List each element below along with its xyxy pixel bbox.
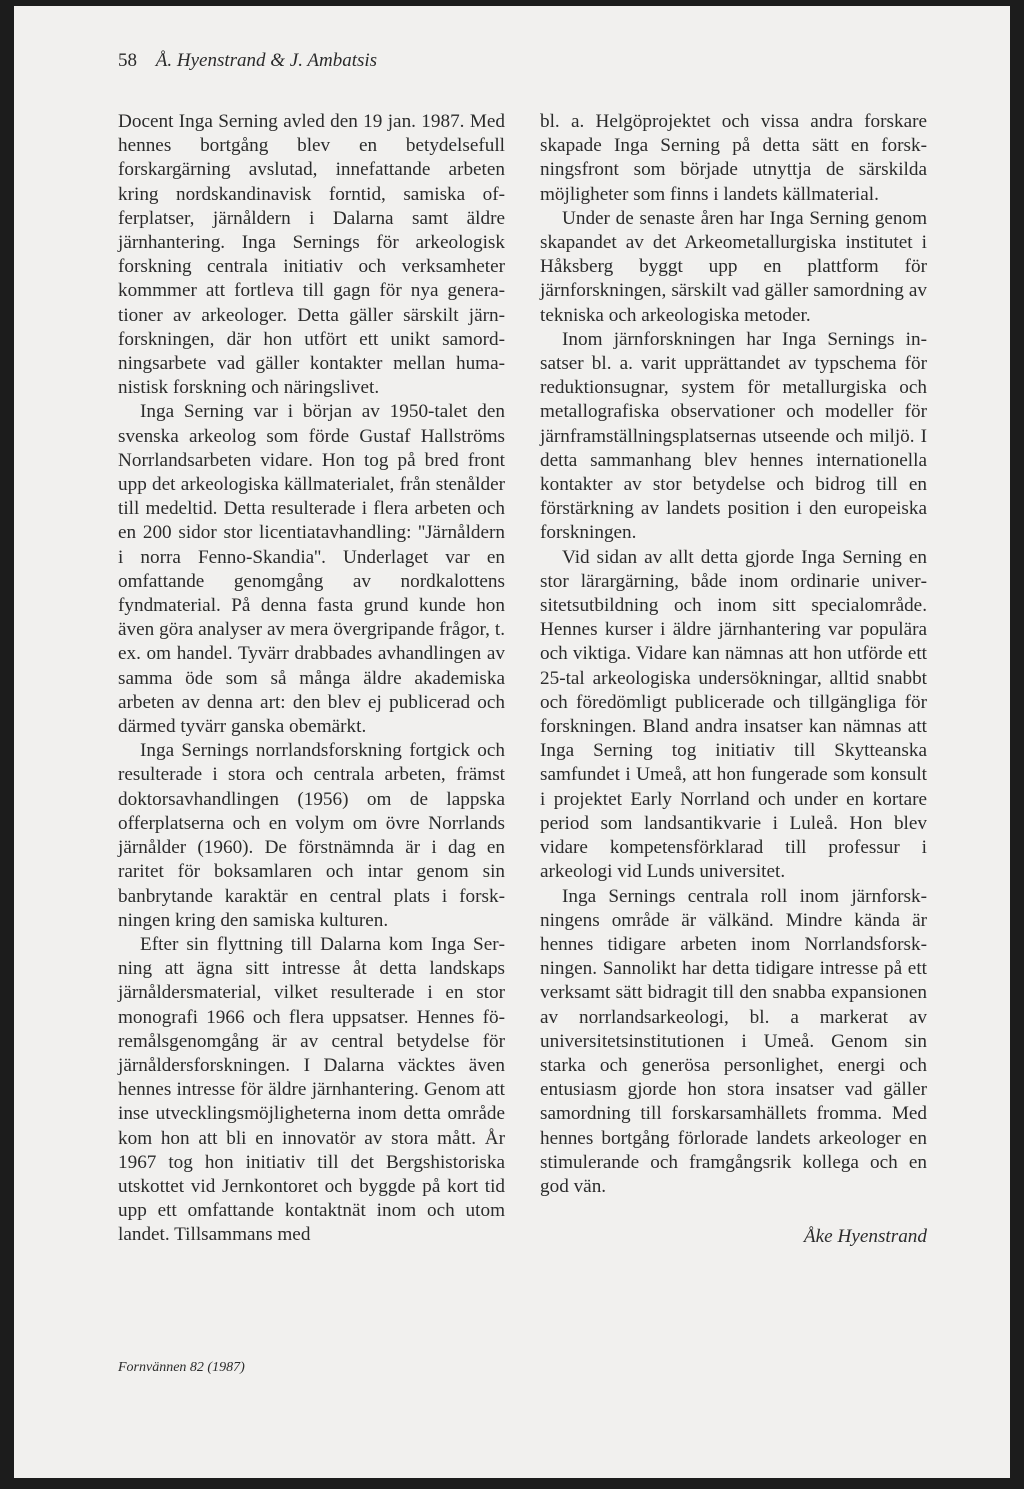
page bbox=[14, 6, 1010, 1478]
running-head-authors: Å. Hyenstrand & J. Ambatsis bbox=[155, 50, 378, 71]
paragraph: Vid sidan av allt detta gjorde Inga Serning en stor lärargärning, både inom ordinarie universitetsutbildning och inom sitt specialområde. Hennes kurser i äldre järnhantering var populära och viktiga. Vidare kan nämnas att hon utförde ett 25-tal arkeologiska undersökningar, alltid snabbt och föredömligt publicerade och tillgängliga för forskningen. Bland andra insatser kan nämnas att Inga Serning tog initiativ till Skytteanska samfundet i Umeå, att hon fungerade som konsult i projektet Early Norrland och under en kortare period som landsantikvarie i Luleå. Hon blev vidare kompetensförklarad till professur i arkeologi vid Lunds universitet. bbox=[540, 546, 927, 883]
page-number: 58 bbox=[118, 50, 137, 71]
footer-citation: Fornvännen 82 (1987) bbox=[118, 1360, 245, 1375]
paragraph: Inga Sernings centrala roll inom järnforskningens område är välkänd. Mindre kända är hennes tidigare arbeten inom Norrlandsforskningen. Sannolikt har detta tidigare intresse på ett verksamt sätt bidragit till den snabba expansionen av norrlandsarkeologi, bl. a markerat av universitetsinstitutionen i Umeå. Genom sin starka och generösa personlighet, energi och entusiasm gjorde hon stora insatser vad gäller samordning till forskarsamhällets fromma. Med hennes bortgång förlorade landets arkeologer en stimulerande och framgångsrik kollega och en god vän. bbox=[540, 885, 927, 1197]
paragraph: Inga Sernings norrlandsforskning fortgick och resulterade i stora och centrala arbeten, främst doktorsavhandlingen (1956) om de lappska offerplatserna och en volym om övre Norrlands järnålder (1960). De förstnämnda är i dag en raritet för boksamlaren och intar genom sin banbrytande karaktär en central plats i forskningen kring den samiska kulturen. bbox=[118, 740, 505, 931]
paragraph: Inom järnforskningen har Inga Sernings insatser bl. a. varit upprättandet av typschema för reduktionsugnar, system för metallurgiska och metallografiska observationer och modeller för järnframställningsplatsernas utseende och miljö. I detta sammanhang blev hennes internationella kontakter av stor betydelse och bidrog till en förstärkning av landets position i den europeiska forskningen. bbox=[540, 328, 927, 544]
paragraph: Docent Inga Serning avled den 19 jan. 1987. Med hennes bortgång blev en betydelsefull forskargärning avslutad, innefattande arbeten kring nordskandinavisk forntid, samiska offerplatser, järnåldern i Dalarna samt äldre järnhantering. Inga Sernings för arkeologisk forskning centrala initiativ och verksamheter kommmer att fortleva till gagn för nya generationer av arkeologer. Detta gäller särskilt järnforskningen, där hon utfört ett unikt samordningsarbete vad gäller kontakter mellan humanistisk forskning och näringslivet. bbox=[118, 111, 505, 399]
paragraph: Inga Serning var i början av 1950-talet den svenska arkeolog som förde Gustaf Hallströms Norrlandsarbeten vidare. Hon tog på bred front upp det arkeologiska källmaterialet, från stenålder till medeltid. Detta resulterade i flera arbeten och en 200 sidor stor licentiatavhandling: ''Järnåldern i norra Fenno-Skandia''. Underlaget var en omfattande genomgång av nordkalottens fyndmaterial. På denna fasta grund kunde hon även göra analyser av mera övergripande frågor, t. ex. om handel. Tyvärr drabbades avhandlingen av samma öde som så många äldre akademiska arbeten av denna art: den blev ej publicerad och därmed tyvärr ganska obemärkt. bbox=[118, 401, 505, 738]
paragraph: Efter sin flyttning till Dalarna kom Inga Serning att ägna sitt intresse åt detta landskaps järnåldersmaterial, vilket resulterade i en stor monografi 1966 och flera uppsatser. Hennes föremålsgenomgång är av central betydelse för järnåldersforskningen. I Dalarna väcktes även hennes intresse för äldre järnhantering. Genom att inse utvecklingsmöjligheterna inom detta område kom hon att bli en innovatör av stora mått. År 1967 tog hon initiativ till det Bergshistoriska utskottet vid Jernkontoret och byggde på kort tid upp ett omfattande kontaktnät inom och utom landet. Tillsammans med bbox=[118, 933, 505, 1246]
running-head bbox=[118, 50, 377, 72]
paragraph: bl. a. Helgöprojektet och vissa andra forskare skapade Inga Serning på detta sätt en forskningsfront som började utnyttja de särskilda möjligheter som finns i landets källmaterial. bbox=[540, 111, 927, 205]
left-column bbox=[118, 110, 505, 1248]
right-column bbox=[540, 110, 927, 1249]
signature: Åke Hyenstrand bbox=[803, 1226, 927, 1248]
paragraph: Under de senaste åren har Inga Serning genom skapandet av det Arkeometallurgiska institutet i Håksberg byggt upp en plattform för järnforskningen, särskilt vad gäller samordning av tekniska och arkeologiska metoder. bbox=[540, 207, 927, 326]
